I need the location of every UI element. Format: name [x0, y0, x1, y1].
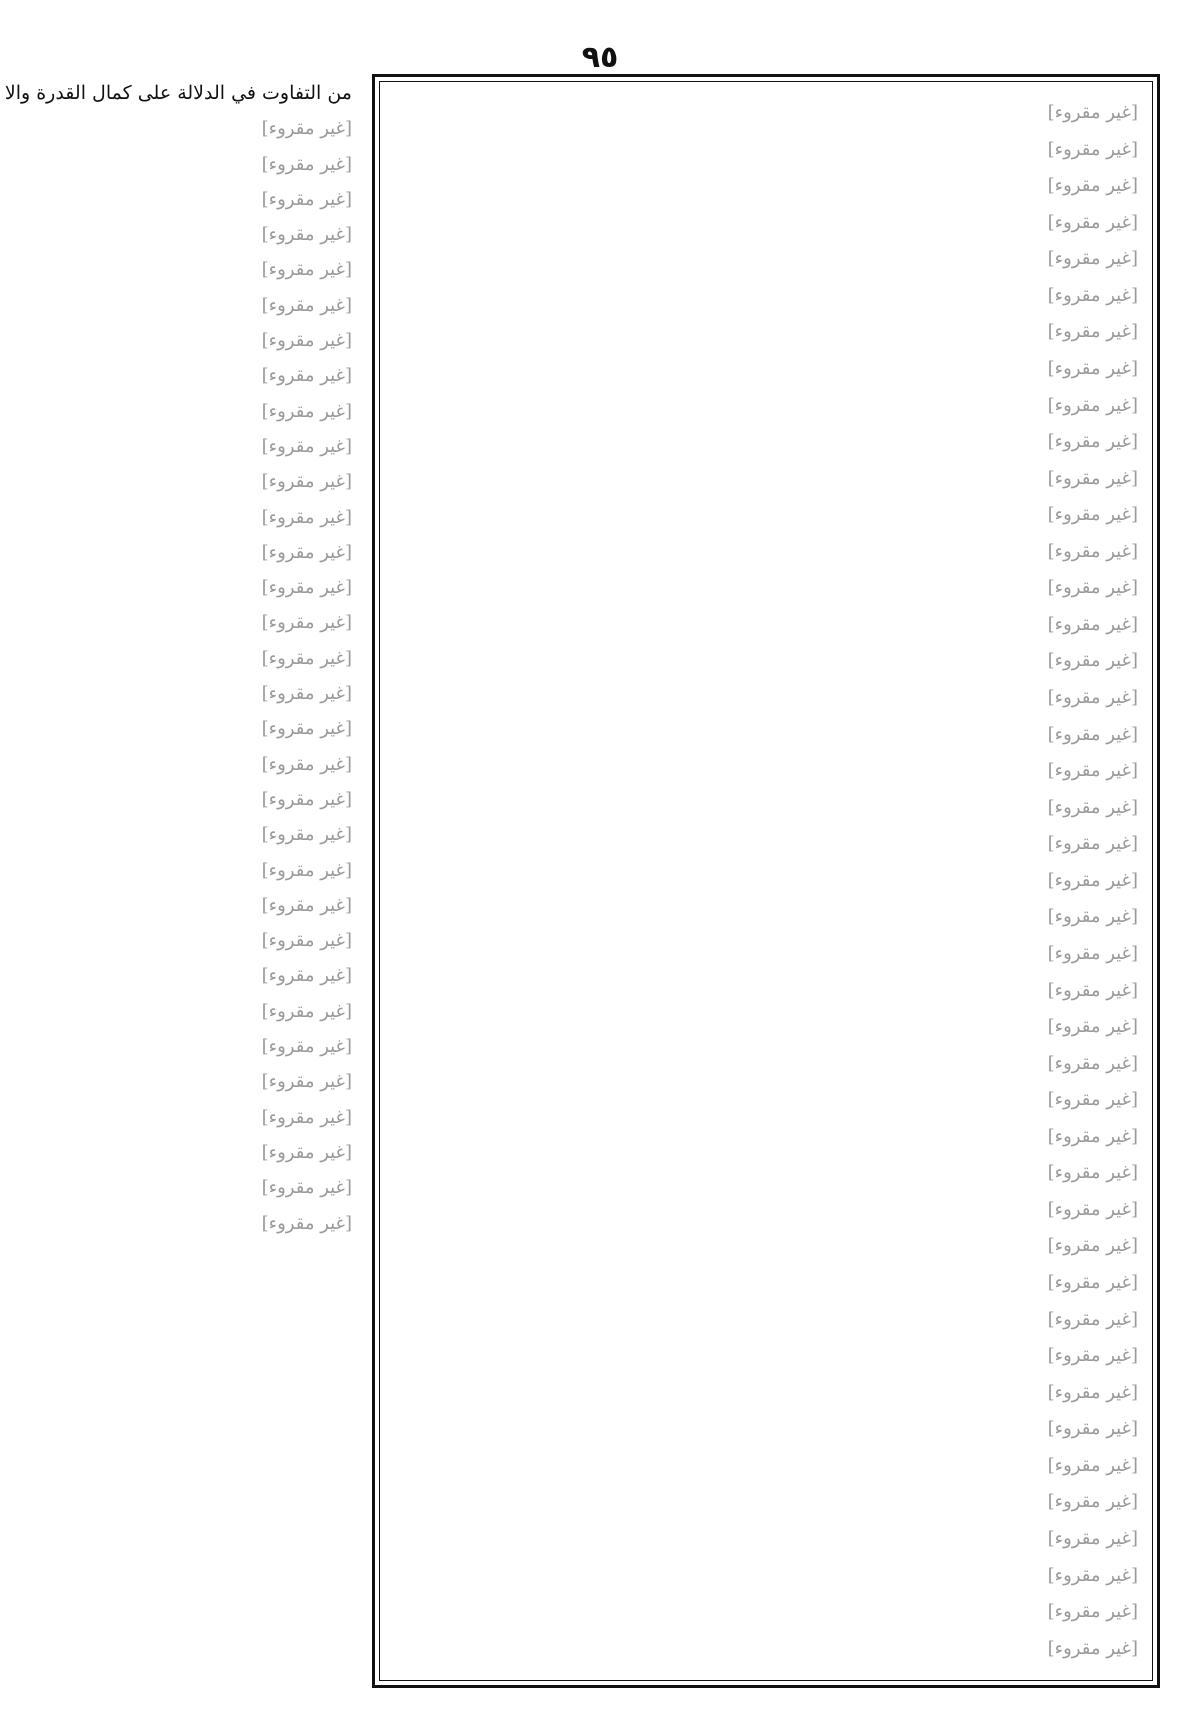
main-text-line: [غير مقروء]	[1047, 321, 1138, 343]
margin-text-line: [غير مقروء]	[261, 894, 352, 916]
main-text-line: [غير مقروء]	[1047, 284, 1138, 306]
main-text-line: [غير مقروء]	[1047, 869, 1138, 891]
margin-text-line: [غير مقروء]	[261, 365, 352, 387]
margin-text-line: [غير مقروء]	[261, 718, 352, 740]
main-text-line: [غير مقروء]	[1047, 540, 1138, 562]
main-text-line: [غير مقروء]	[1047, 613, 1138, 635]
main-text-line: [غير مقروء]	[1047, 687, 1138, 708]
margin-text-line: [غير مقروء]	[261, 259, 352, 281]
margin-text-line: [غير مقروء]	[261, 647, 352, 669]
margin-text-line: [غير مقروء]	[261, 788, 352, 810]
main-text-line: [غير مقروء]	[1047, 467, 1138, 489]
main-text-line: [غير مقروء]	[1047, 1637, 1138, 1659]
main-text-line: [غير مقروء]	[1047, 650, 1138, 672]
main-text-line: [غير مقروء]	[1047, 760, 1138, 782]
margin-text-line: [غير مقروء]	[261, 824, 352, 846]
page-number: ٩٥	[581, 40, 619, 75]
margin-text-line: [غير مقروء]	[261, 1177, 352, 1199]
margin-text-line: [غير مقروء]	[261, 577, 352, 599]
margin-text-line: [غير مقروء]	[261, 1106, 352, 1128]
margin-text-line: [غير مقروء]	[261, 153, 352, 175]
margin-text-line: [غير مقروء]	[261, 859, 352, 881]
margin-text-line: [غير مقروء]	[261, 753, 352, 775]
margin-text-line: [غير مقروء]	[261, 541, 352, 563]
margin-text-line: [غير مقروء]	[261, 506, 352, 528]
margin-text-line: [غير مقروء]	[261, 400, 352, 422]
main-text-line: [غير مقروء]	[1047, 1016, 1138, 1038]
main-text-line: [غير مقروء]	[1047, 175, 1138, 197]
margin-text-block	[4, 76, 352, 1241]
main-text-line: [غير مقروء]	[1047, 1235, 1138, 1257]
main-text-block	[394, 96, 1138, 1666]
margin-text-line: [غير مقروء]	[261, 118, 352, 140]
main-text-line: [غير مقروء]	[1047, 1272, 1138, 1293]
main-text-line: [غير مقروء]	[1047, 1601, 1138, 1623]
main-text-line: [غير مقروء]	[1047, 906, 1138, 928]
main-text-line: [غير مقروء]	[1047, 357, 1138, 379]
margin-text-line: [غير مقروء]	[261, 965, 352, 987]
main-text-line: [غير مقروء]	[1047, 833, 1138, 855]
main-text-line: [غير مقروء]	[1047, 394, 1138, 416]
main-text-line: [غير مقروء]	[1047, 796, 1138, 818]
main-text-line: [غير مقروء]	[1047, 1125, 1138, 1147]
margin-text-line: [غير مقروء]	[261, 330, 352, 352]
main-text-inner-frame	[379, 81, 1153, 1681]
main-text-line: [غير مقروء]	[1047, 1089, 1138, 1111]
main-text-line: [غير مقروء]	[1047, 577, 1138, 599]
main-text-line: [غير مقروء]	[1047, 211, 1138, 233]
margin-text-line: [غير مقروء]	[261, 1036, 352, 1058]
main-text-line: [غير مقروء]	[1047, 1198, 1138, 1220]
main-text-line: [غير مقروء]	[1047, 248, 1138, 270]
margin-text-line: [غير مقروء]	[261, 930, 352, 952]
main-text-line: [غير مقروء]	[1047, 138, 1138, 160]
margin-text-line: [غير مقروء]	[261, 471, 352, 493]
margin-text-line: [غير مقروء]	[261, 224, 352, 246]
main-text-line: [غير مقروء]	[1047, 1418, 1138, 1440]
main-text-line: [غير مقروء]	[1047, 1527, 1138, 1549]
margin-text-line: [غير مقروء]	[261, 435, 352, 457]
main-text-line: [غير مقروء]	[1047, 942, 1138, 964]
margin-text-line: [غير مقروء]	[261, 683, 352, 705]
main-text-line: [غير مقروء]	[1047, 979, 1138, 1001]
main-text-line: [غير مقروء]	[1047, 1052, 1138, 1074]
margin-commentary-column	[4, 76, 352, 1276]
margin-text-line: [غير مقروء]	[261, 294, 352, 316]
main-text-line: [غير مقروء]	[1047, 723, 1138, 745]
main-text-line: [غير مقروء]	[1047, 1381, 1138, 1403]
main-text-line: [غير مقروء]	[1047, 504, 1138, 526]
main-text-line: [غير مقروء]	[1047, 1308, 1138, 1330]
margin-text-line: [غير مقروء]	[261, 612, 352, 634]
margin-text-line: [غير مقروء]	[261, 188, 352, 210]
main-text-line: [غير مقروء]	[1047, 1162, 1138, 1184]
main-text-line: [غير مقروء]	[1047, 1454, 1138, 1476]
main-text-line: [غير مقروء]	[1047, 1491, 1138, 1513]
main-text-line: [غير مقروء]	[1047, 1345, 1138, 1367]
main-text-line: [غير مقروء]	[1047, 1564, 1138, 1586]
margin-text-line: [غير مقروء]	[261, 1071, 352, 1093]
main-text-frame	[372, 74, 1160, 1688]
margin-text-line: [غير مقروء]	[261, 1141, 352, 1163]
main-text-line: [غير مقروء]	[1047, 102, 1138, 123]
main-text-line: [غير مقروء]	[1047, 431, 1138, 453]
margin-text-line: [غير مقروء]	[261, 1212, 352, 1234]
margin-text-line: من التفاوت في الدلالة على كمال القدرة والا	[4, 82, 352, 104]
margin-text-line: [غير مقروء]	[261, 1000, 352, 1022]
